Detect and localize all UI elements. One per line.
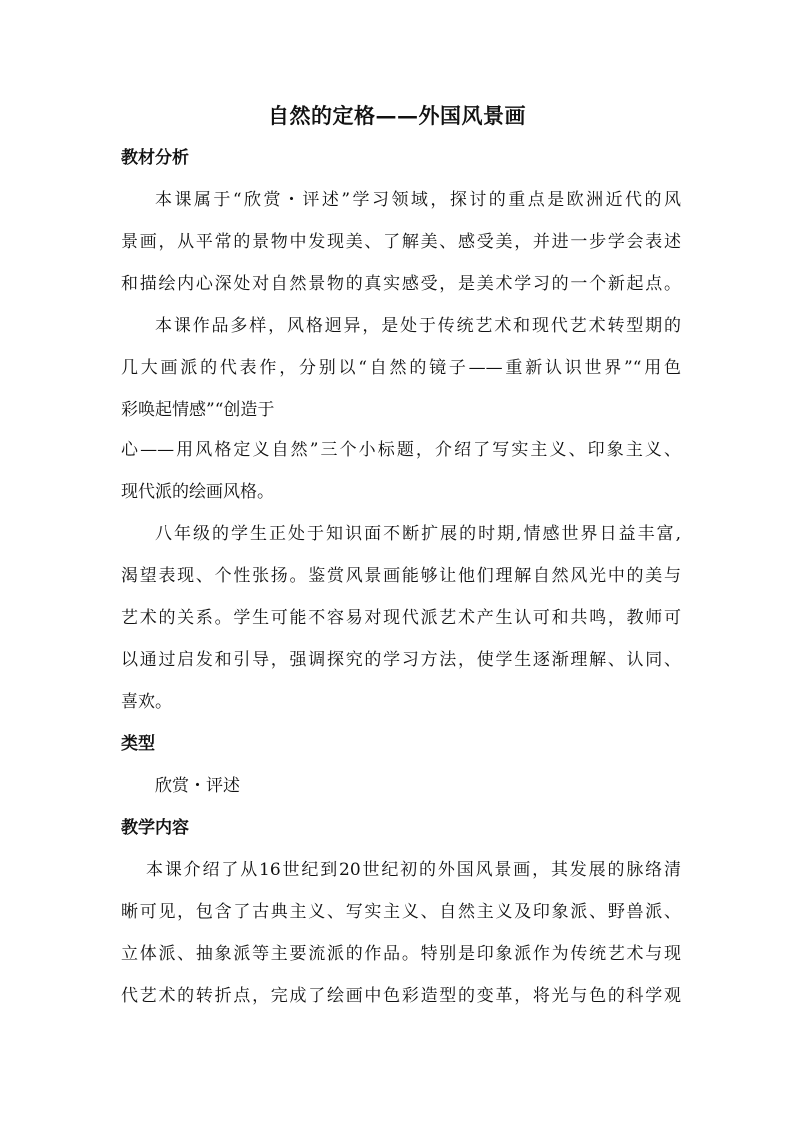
paragraph-line: 和描绘内心深处对自然景物的真实感受，是美术学习的一个新起点。 xyxy=(121,274,681,294)
paragraph-line: 本课介绍了从16世纪到20世纪初的外国风景画，其发展的脉络清 xyxy=(146,860,681,880)
section-heading-type: 类型 xyxy=(121,734,155,754)
paragraph-line: 八年级的学生正处于知识面不断扩展的时期,情感世界日益丰富, xyxy=(155,524,681,544)
type-value: 欣赏・评述 xyxy=(155,776,240,796)
paragraph-line: 艺术的关系。学生可能不容易对现代派艺术产生认可和共鸣，教师可 xyxy=(121,608,681,628)
paragraph-line: 代艺术的转折点，完成了绘画中色彩造型的变革，将光与色的科学观 xyxy=(121,986,681,1006)
paragraph-line: 心——用风格定义自然”三个小标题，介绍了写实主义、印象主义、 xyxy=(121,440,681,460)
paragraph-line: 渴望表现、个性张扬。鉴赏风景画能够让他们理解自然风光中的美与 xyxy=(121,566,681,586)
paragraph-line: 现代派的绘画风格。 xyxy=(121,482,274,502)
paragraph-line: 景画，从平常的景物中发现美、了解美、感受美，并进一步学会表述 xyxy=(121,232,681,252)
paragraph-line: 晰可见，包含了古典主义、写实主义、自然主义及印象派、野兽派、 xyxy=(121,902,681,922)
page-title: 自然的定格——外国风景画 xyxy=(268,103,526,128)
paragraph-line: 喜欢。 xyxy=(121,692,172,712)
section-heading-analysis: 教材分析 xyxy=(121,148,189,168)
section-heading-content: 教学内容 xyxy=(121,818,189,838)
paragraph-line: 本课属于“欣赏・评述”学习领域，探讨的重点是欧洲近代的风 xyxy=(155,190,681,210)
paragraph-line: 几大画派的代表作，分别以“自然的镜子——重新认识世界”“用色 xyxy=(121,358,681,378)
paragraph-line: 本课作品多样，风格迥异，是处于传统艺术和现代艺术转型期的 xyxy=(155,316,681,336)
paragraph-line: 以通过启发和引导，强调探究的学习方法，使学生逐渐理解、认同、 xyxy=(121,650,681,670)
paragraph-line: 立体派、抽象派等主要流派的作品。特别是印象派作为传统艺术与现 xyxy=(121,944,681,964)
paragraph-line: 彩唤起情感”“创造于 xyxy=(121,400,275,420)
